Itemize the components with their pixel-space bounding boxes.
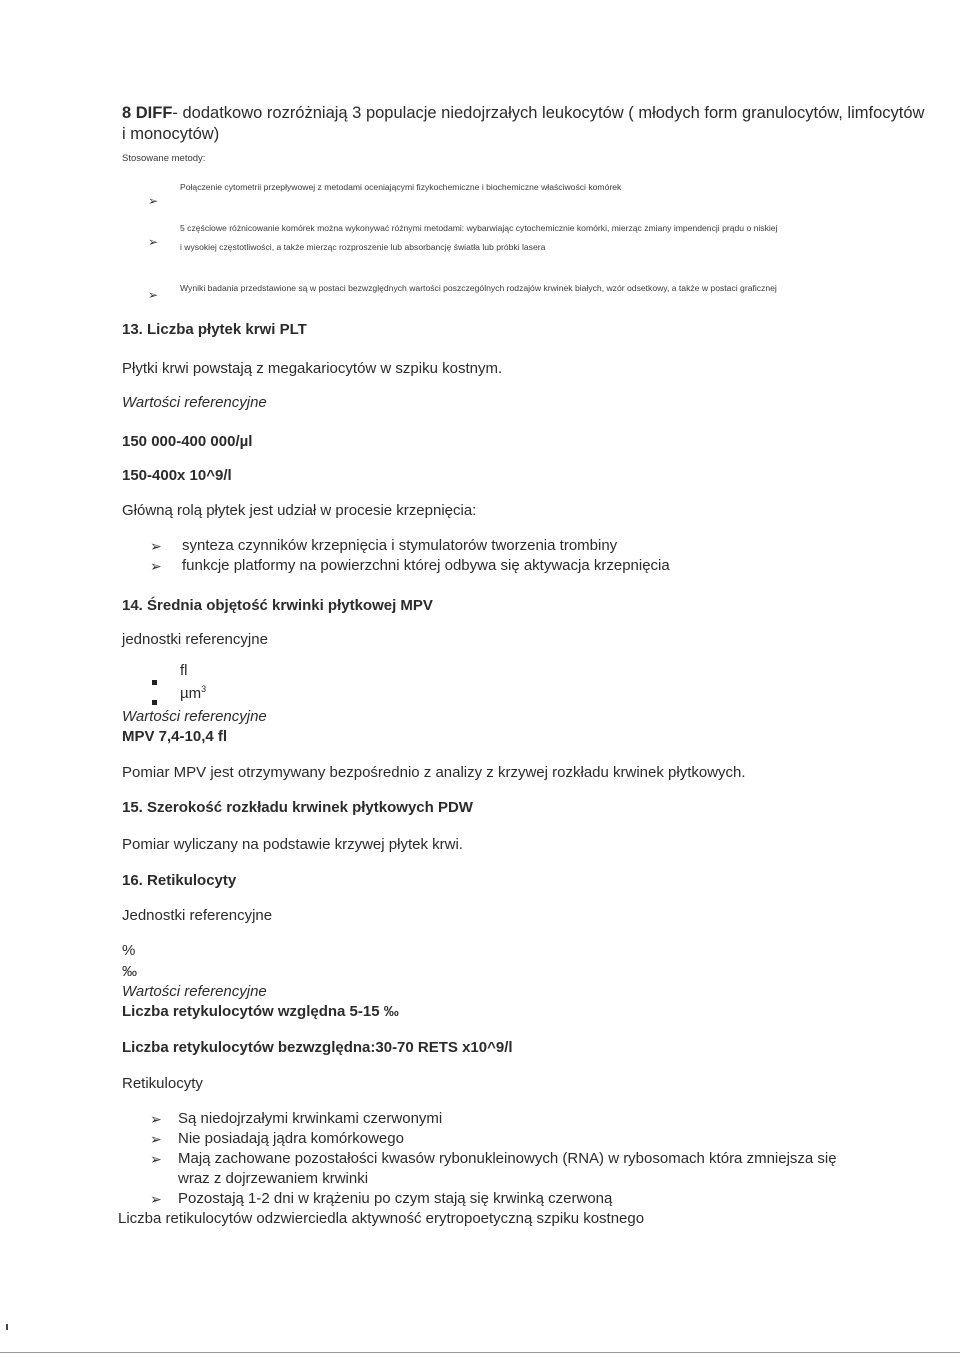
plt-value-l: 150-400x 10^9/l xyxy=(122,467,232,484)
method-bullet-2: 5 częściowe różnicowanie komórek można wykonywać różnymi metodami: wybarwiając cytochemicznie komórki, mierząc zmiany impendencji prądu o niskiej xyxy=(180,223,778,233)
ret-relative: Liczba retykulocytów względna 5-15 ‰ xyxy=(122,1003,399,1020)
arrow-bullet-icon: ➢ xyxy=(148,288,159,302)
mpv-units-label: jednostki referencyjne xyxy=(122,631,268,648)
scan-edge-line xyxy=(0,1352,960,1353)
ret-unit-percent: % xyxy=(122,942,136,959)
arrow-bullet-icon: ➢ xyxy=(150,1151,162,1167)
plt-role-1: synteza czynników krzepnięcia i stymulatorów tworzenia trombiny xyxy=(182,537,618,554)
arrow-bullet-icon: ➢ xyxy=(150,558,162,574)
diff-heading-line2: i monocytów) xyxy=(122,125,220,143)
mpv-unit-um3 xyxy=(180,684,206,702)
plt-heading: 13. Liczba płytek krwi PLT xyxy=(122,321,307,338)
plt-role: Główną rolą płytek jest udział w procesie krzepnięcia: xyxy=(122,502,477,519)
methods-label: Stosowane metody: xyxy=(122,153,206,164)
ret-ref-label: Wartości referencyjne xyxy=(122,983,267,1000)
ret-sub-label: Retikulocyty xyxy=(122,1075,203,1092)
mpv-unit-fl: fl xyxy=(180,662,188,679)
square-bullet-icon xyxy=(152,672,157,690)
pdw-heading: 15. Szerokość rozkładu krwinek płytkowych PDW xyxy=(122,799,473,816)
method-bullet-1: Połączenie cytometrii przepływowej z metodami oceniającymi fizykochemiczne i biochemiczne właściwości komórek xyxy=(180,182,622,192)
ret-point-1: Są niedojrzałymi krwinkami czerwonymi xyxy=(178,1110,443,1127)
method-bullet-3: Wyniki badania przedstawione są w postaci bezwzględnych wartości poszczególnych rodzajów krwinek białych, wzór odsetkowy, a także w postaci graficznej xyxy=(180,283,777,293)
mpv-value: MPV 7,4-10,4 fl xyxy=(122,728,228,745)
mpv-ref-label: Wartości referencyjne xyxy=(122,708,267,725)
pdw-note: Pomiar wyliczany na podstawie krzywej płytek krwi. xyxy=(122,836,463,853)
ret-final: Liczba retikulocytów odzwierciedla aktywność erytropoetyczną szpiku kostnego xyxy=(118,1210,645,1227)
ret-units-label: Jednostki referencyjne xyxy=(122,907,273,924)
scan-mark xyxy=(6,1324,8,1330)
mpv-unit-um: µm xyxy=(180,685,202,702)
plt-intro: Płytki krwi powstają z megakariocytów w szpiku kostnym. xyxy=(122,360,503,377)
arrow-bullet-icon: ➢ xyxy=(148,235,159,249)
ret-absolute: Liczba retykulocytów bezwzględna:30-70 RETS x10^9/l xyxy=(122,1039,513,1056)
mpv-note: Pomiar MPV jest otrzymywany bezpośrednio z analizy z krzywej rozkładu krwinek płytkowych. xyxy=(122,764,746,781)
arrow-bullet-icon: ➢ xyxy=(150,1191,162,1207)
plt-ref-label: Wartości referencyjne xyxy=(122,394,267,411)
ret-point-2: Nie posiadają jądra komórkowego xyxy=(178,1130,404,1147)
plt-value-ul: 150 000-400 000/µl xyxy=(122,433,253,450)
arrow-bullet-icon: ➢ xyxy=(148,194,159,208)
mpv-heading: 14. Średnia objętość krwinki płytkowej MPV xyxy=(122,597,433,614)
arrow-bullet-icon: ➢ xyxy=(150,1131,162,1147)
arrow-bullet-icon: ➢ xyxy=(150,1111,162,1127)
arrow-bullet-icon: ➢ xyxy=(150,538,162,554)
diff-heading-line1 xyxy=(122,102,924,124)
method-bullet-2-cont: i wysokiej częstotliwości, a także mierząc rozproszenie lub absorbancję światła lub próbki lasera xyxy=(180,242,546,252)
ret-heading: 16. Retikulocyty xyxy=(122,872,237,889)
ret-point-3: Mają zachowane pozostałości kwasów rybonukleinowych (RNA) w rybosomach która zmniejsza się xyxy=(178,1150,837,1167)
mpv-unit-sup: 3 xyxy=(201,684,207,694)
diff-label: 8 DIFF xyxy=(122,104,173,122)
plt-role-2: funkcje platformy na powierzchni której odbywa się aktywacja krzepnięcia xyxy=(182,557,670,574)
ret-point-4: Pozostają 1-2 dni w krążeniu po czym stają się krwinką czerwoną xyxy=(178,1190,613,1207)
ret-unit-permille: ‰ xyxy=(122,963,137,980)
diff-heading-text: - dodatkowo rozróżniają 3 populacje niedojrzałych leukocytów ( młodych form granulocytów, limfocytów xyxy=(172,104,925,122)
ret-point-3-cont: wraz z dojrzewaniem krwinki xyxy=(178,1170,369,1187)
